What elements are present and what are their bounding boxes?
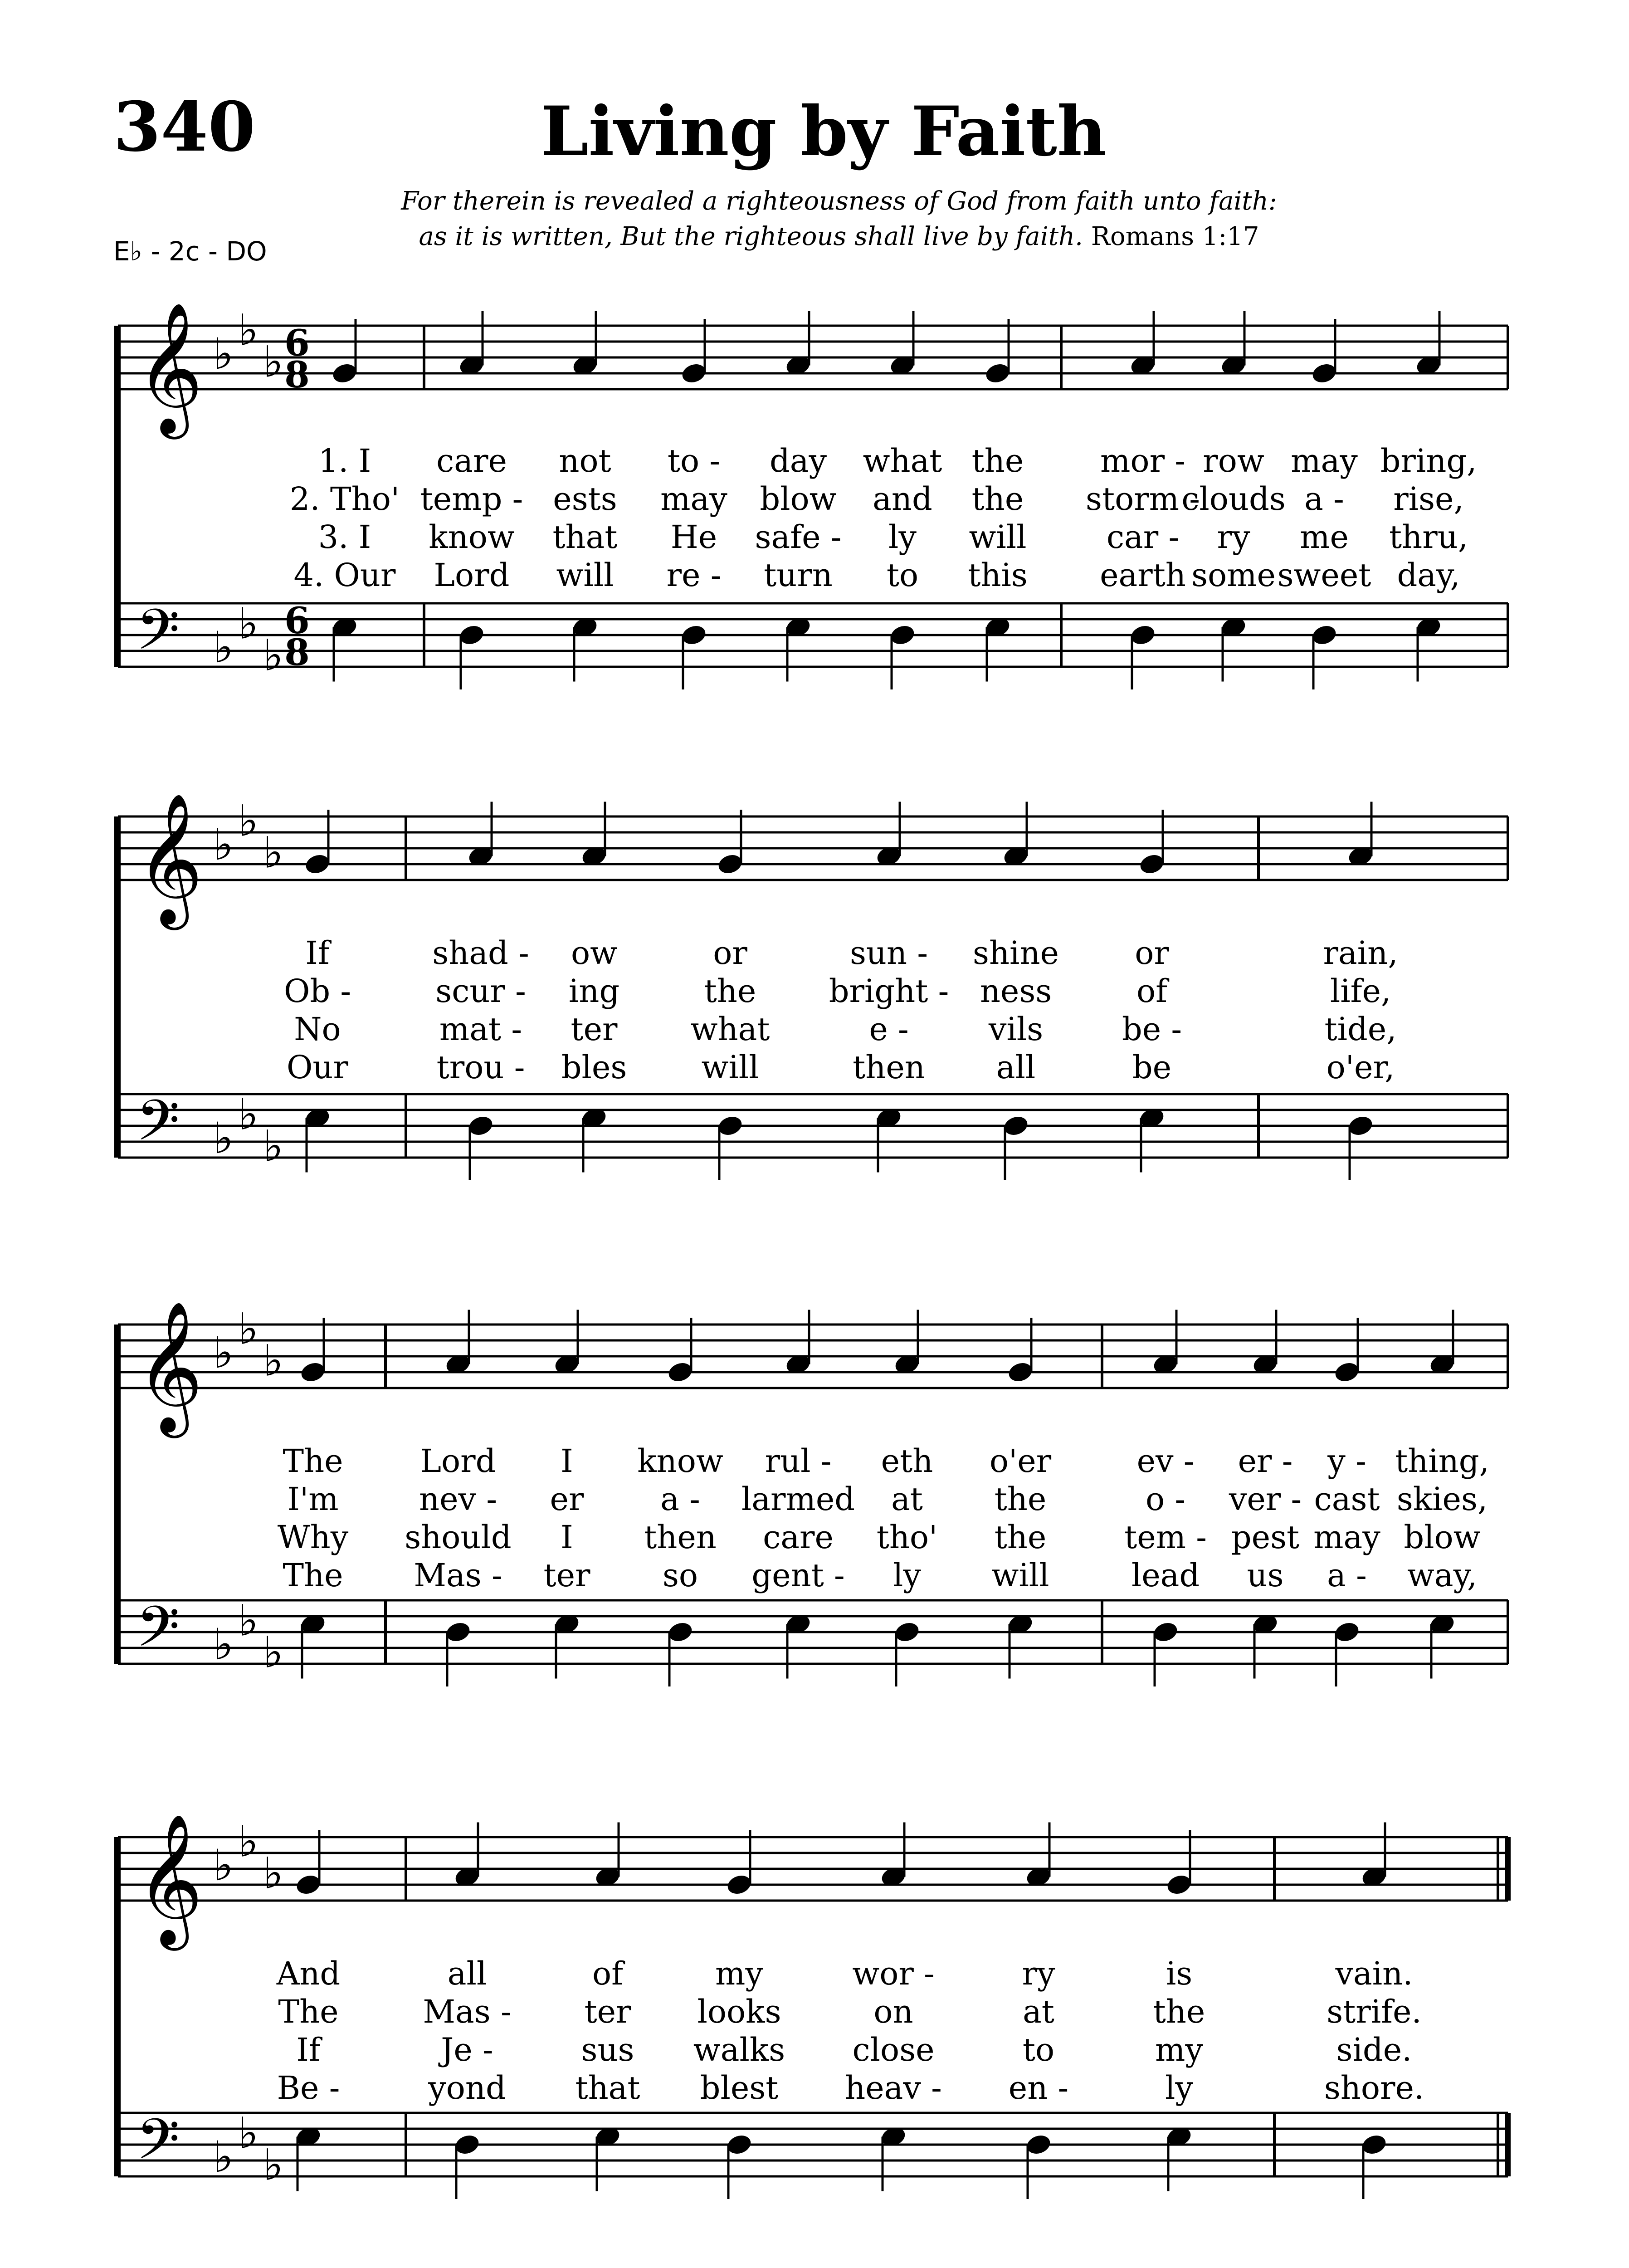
key-flat: ♭ (213, 1328, 234, 1378)
lyric-syllable: at (891, 1481, 923, 1518)
lyric-syllable: Lord (420, 1442, 496, 1480)
lyric-syllable: my (1155, 2031, 1203, 2068)
lyric-syllable: way, (1407, 1557, 1478, 1594)
lyric-syllable: thing, (1395, 1442, 1489, 1480)
time-signature-top: 6 (284, 322, 310, 364)
treble-clef: 𝄞 (136, 1300, 203, 1432)
lyric-syllable: will (701, 1049, 759, 1086)
key-flat: ♭ (238, 1817, 258, 1867)
lyric-syllable: care (763, 1519, 834, 1556)
lyric-syllable: vils (988, 1011, 1044, 1048)
lyric-syllable: rise, (1393, 480, 1464, 518)
lyric-syllable: some (1191, 557, 1276, 594)
lyric-syllable: the (704, 973, 756, 1010)
lyric-syllable: ests (553, 480, 617, 518)
hymn-title: Living by Faith (541, 92, 1107, 171)
lyric-syllable: ter (571, 1011, 618, 1048)
lyric-syllable: to (1022, 2031, 1055, 2068)
lyric-syllable: will (991, 1557, 1049, 1594)
lyric-syllable: of (592, 1955, 624, 1992)
lyric-syllable: 1. I (318, 442, 371, 479)
lyric-syllable: lead (1131, 1557, 1200, 1594)
lyric-syllable: pest (1231, 1519, 1300, 1556)
lyric-syllable: eth (881, 1442, 933, 1480)
lyric-syllable: will (556, 557, 614, 594)
lyric-syllable: of (1136, 973, 1168, 1010)
lyric-syllable: day, (1397, 557, 1460, 594)
epigraph-line-1: For therein is revealed a righteousness of God from faith unto faith: (401, 186, 1277, 216)
lyric-syllable: all (996, 1049, 1036, 1086)
lyric-syllable: walks (693, 2031, 785, 2068)
key-flat: ♭ (238, 305, 258, 356)
lyric-syllable: bright - (829, 973, 949, 1010)
lyric-syllable: looks (697, 1993, 781, 2030)
lyric-syllable: 2. Tho' (289, 480, 400, 518)
treble-clef: 𝄞 (136, 301, 203, 433)
key-flat: ♭ (213, 329, 234, 379)
lyric-syllable: the (994, 1519, 1047, 1556)
lyric-syllable: o'er (989, 1442, 1052, 1480)
lyric-syllable: re - (666, 557, 722, 594)
lyric-syllable: Je - (441, 2031, 493, 2068)
key-flat: ♭ (238, 1304, 258, 1354)
lyric-syllable: er (550, 1481, 584, 1518)
key-flat: ♭ (213, 1620, 234, 1670)
lyric-syllable: me (1300, 518, 1349, 556)
lyric-syllable: 3. I (318, 518, 371, 556)
lyric-syllable: blow (1404, 1519, 1481, 1556)
lyric-syllable: so (662, 1557, 698, 1594)
lyric-syllable: blest (700, 2069, 779, 2107)
lyric-syllable: ter (543, 1557, 590, 1594)
lyric-syllable: be (1132, 1049, 1172, 1086)
lyric-syllable: skies, (1396, 1481, 1488, 1518)
lyric-syllable: ly (888, 518, 917, 556)
key-flat: ♭ (213, 820, 234, 870)
lyric-syllable: know (429, 518, 515, 556)
system-bracket (114, 1837, 121, 2176)
lyric-syllable: o'er, (1326, 1049, 1395, 1086)
key-flat: ♭ (213, 1114, 234, 1163)
epigraph-line-2-text: as it is written, But the righteous shall live by faith. (419, 222, 1083, 251)
lyric-syllable: blow (760, 480, 837, 518)
key-flat: ♭ (213, 1841, 234, 1891)
lyric-syllable: earth (1100, 557, 1186, 594)
key-flat: ♭ (213, 623, 234, 673)
key-flat: ♭ (238, 1596, 258, 1646)
treble-clef: 𝄞 (136, 792, 203, 924)
lyric-syllable: Lord (434, 557, 510, 594)
lyric-syllable: day (769, 442, 827, 479)
lyric-syllable: will (969, 518, 1027, 556)
bass-clef: 𝄢 (136, 597, 180, 676)
lyric-syllable: Mas - (423, 1993, 512, 2030)
lyric-syllable: No (294, 1011, 341, 1048)
lyric-syllable: strife. (1327, 1993, 1422, 2030)
lyric-syllable: know (637, 1442, 723, 1480)
lyric-syllable: en - (1008, 2069, 1069, 2107)
lyric-syllable: gent - (751, 1557, 845, 1594)
lyric-syllable: tem - (1124, 1519, 1207, 1556)
lyric-syllable: If (305, 934, 330, 972)
lyric-syllable: cast (1314, 1481, 1380, 1518)
lyric-syllable: my (715, 1955, 763, 1992)
lyric-syllable: He (670, 518, 717, 556)
lyric-syllable: shad - (432, 934, 529, 972)
bass-clef: 𝄢 (136, 1594, 180, 1673)
lyric-syllable: that (575, 2069, 640, 2107)
lyric-syllable: temp - (420, 480, 523, 518)
key-flat: ♭ (263, 828, 283, 878)
lyric-syllable: a - (1327, 1557, 1367, 1594)
lyric-syllable: thru, (1389, 518, 1468, 556)
key-flat: ♭ (238, 796, 258, 846)
lyric-syllable: mat - (439, 1011, 522, 1048)
lyric-syllable: ev - (1136, 1442, 1195, 1480)
time-signature-bottom: 8 (284, 353, 310, 396)
lyric-syllable: ly (1165, 2069, 1193, 2107)
lyric-syllable: I (561, 1519, 573, 1556)
lyric-syllable: and (873, 480, 932, 518)
system-bracket (114, 816, 121, 1158)
lyric-syllable: trou - (436, 1049, 525, 1086)
lyric-syllable: The (278, 1993, 339, 2030)
lyric-syllable: e - (869, 1011, 909, 1048)
lyric-syllable: Why (277, 1519, 349, 1556)
lyric-syllable: that (552, 518, 618, 556)
lyric-syllable: the (1153, 1993, 1205, 2030)
time-signature-top: 6 (284, 599, 310, 642)
lyric-syllable: tho' (876, 1519, 938, 1556)
lyric-syllable: car - (1106, 518, 1180, 556)
key-flat: ♭ (263, 1848, 283, 1899)
key-signature-info: E♭ - 2c - DO (113, 236, 267, 267)
key-flat: ♭ (263, 1336, 283, 1386)
lyric-syllable: may (660, 480, 727, 518)
treble-clef: 𝄞 (136, 1813, 203, 1945)
lyric-syllable: may (1291, 442, 1358, 479)
lyric-syllable: The (283, 1557, 343, 1594)
lyric-syllable: be - (1122, 1011, 1182, 1048)
lyric-syllable: Our (287, 1049, 348, 1086)
lyric-syllable: The (283, 1442, 343, 1480)
lyric-syllable: vain. (1335, 1955, 1413, 1992)
lyric-syllable: yond (428, 2069, 506, 2107)
lyric-syllable: a - (660, 1481, 700, 1518)
key-flat: ♭ (263, 1628, 283, 1678)
lyric-syllable: ver - (1229, 1481, 1302, 1518)
key-flat: ♭ (263, 631, 283, 681)
lyric-syllable: to (886, 557, 919, 594)
lyric-syllable: 4. Our (293, 557, 396, 594)
lyric-syllable: what (690, 1011, 770, 1048)
lyric-syllable: wor - (852, 1955, 935, 1992)
lyric-syllable: this (968, 557, 1028, 594)
lyric-syllable: ry (1217, 518, 1250, 556)
key-flat: ♭ (263, 337, 283, 387)
key-flat: ♭ (263, 1121, 283, 1172)
lyric-syllable: a - (1304, 480, 1344, 518)
lyric-syllable: nev - (419, 1481, 497, 1518)
lyric-syllable: sweet (1277, 557, 1371, 594)
lyric-syllable: ing (568, 973, 620, 1010)
lyric-syllable: If (296, 2031, 321, 2068)
lyric-syllable: turn (764, 557, 833, 594)
lyric-syllable: row (1203, 442, 1264, 479)
lyric-syllable: Mas - (414, 1557, 502, 1594)
lyric-syllable: heav - (845, 2069, 942, 2107)
lyric-syllable: sus (581, 2031, 634, 2068)
lyric-syllable: larmed (741, 1481, 855, 1518)
lyric-syllable: rul - (765, 1442, 832, 1480)
lyric-syllable: ness (980, 973, 1052, 1010)
lyric-syllable: close (852, 2031, 935, 2068)
lyric-syllable: may (1313, 1519, 1380, 1556)
key-flat: ♭ (238, 1090, 258, 1140)
lyric-syllable: o - (1145, 1481, 1186, 1518)
lyric-syllable: I'm (287, 1481, 339, 1518)
lyric-syllable: then (853, 1049, 925, 1086)
lyric-syllable: us (1247, 1557, 1284, 1594)
lyric-syllable: Be - (277, 2069, 340, 2107)
lyric-syllable: clouds (1181, 480, 1286, 518)
lyric-syllable: er - (1238, 1442, 1293, 1480)
lyric-syllable: ly (893, 1557, 921, 1594)
lyric-syllable: bring, (1380, 442, 1477, 479)
time-signature-bottom: 8 (284, 631, 310, 674)
lyric-syllable: mor - (1100, 442, 1185, 479)
lyric-syllable: storm - (1086, 480, 1200, 518)
lyric-syllable: the (994, 1481, 1047, 1518)
lyric-syllable: the (971, 480, 1024, 518)
bass-clef: 𝄢 (136, 1088, 180, 1167)
key-flat: ♭ (238, 599, 258, 649)
system-bracket (114, 1325, 121, 1664)
lyric-syllable: I (561, 1442, 573, 1480)
scripture-reference: Romans 1:17 (1091, 222, 1259, 251)
lyric-syllable: shine (973, 934, 1059, 972)
lyric-syllable: scur - (435, 973, 526, 1010)
lyric-syllable: is (1166, 1955, 1193, 1992)
lyric-syllable: ter (584, 1993, 631, 2030)
key-flat: ♭ (263, 2140, 283, 2190)
lyric-syllable: at (1023, 1993, 1054, 2030)
lyric-syllable: rain, (1323, 934, 1398, 972)
lyric-syllable: sun - (850, 934, 928, 972)
lyric-syllable: safe - (755, 518, 842, 556)
bass-clef: 𝄢 (136, 2107, 180, 2186)
lyric-syllable: should (405, 1519, 512, 1556)
lyric-syllable: y - (1327, 1442, 1366, 1480)
lyric-syllable: all (447, 1955, 487, 1992)
lyric-syllable: care (436, 442, 507, 479)
lyric-syllable: to - (667, 442, 721, 479)
key-flat: ♭ (238, 2108, 258, 2159)
lyric-syllable: ow (571, 934, 618, 972)
lyric-syllable: not (559, 442, 611, 479)
lyric-syllable: bles (561, 1049, 627, 1086)
lyric-syllable: ry (1022, 1955, 1055, 1992)
lyric-syllable: the (971, 442, 1024, 479)
lyric-syllable: tide, (1324, 1011, 1397, 1048)
lyric-syllable: then (644, 1519, 717, 1556)
lyric-syllable: life, (1330, 973, 1391, 1010)
lyric-syllable: or (713, 934, 747, 972)
lyric-syllable: Ob - (283, 973, 351, 1010)
lyric-syllable: or (1135, 934, 1169, 972)
key-flat: ♭ (213, 2132, 234, 2182)
hymn-number: 340 (113, 87, 256, 167)
lyric-syllable: on (873, 1993, 913, 2030)
lyric-syllable: shore. (1324, 2069, 1424, 2107)
system-bracket (114, 326, 121, 667)
lyric-syllable: And (276, 1955, 341, 1992)
lyric-syllable: side. (1336, 2031, 1412, 2068)
lyric-syllable: what (863, 442, 942, 479)
